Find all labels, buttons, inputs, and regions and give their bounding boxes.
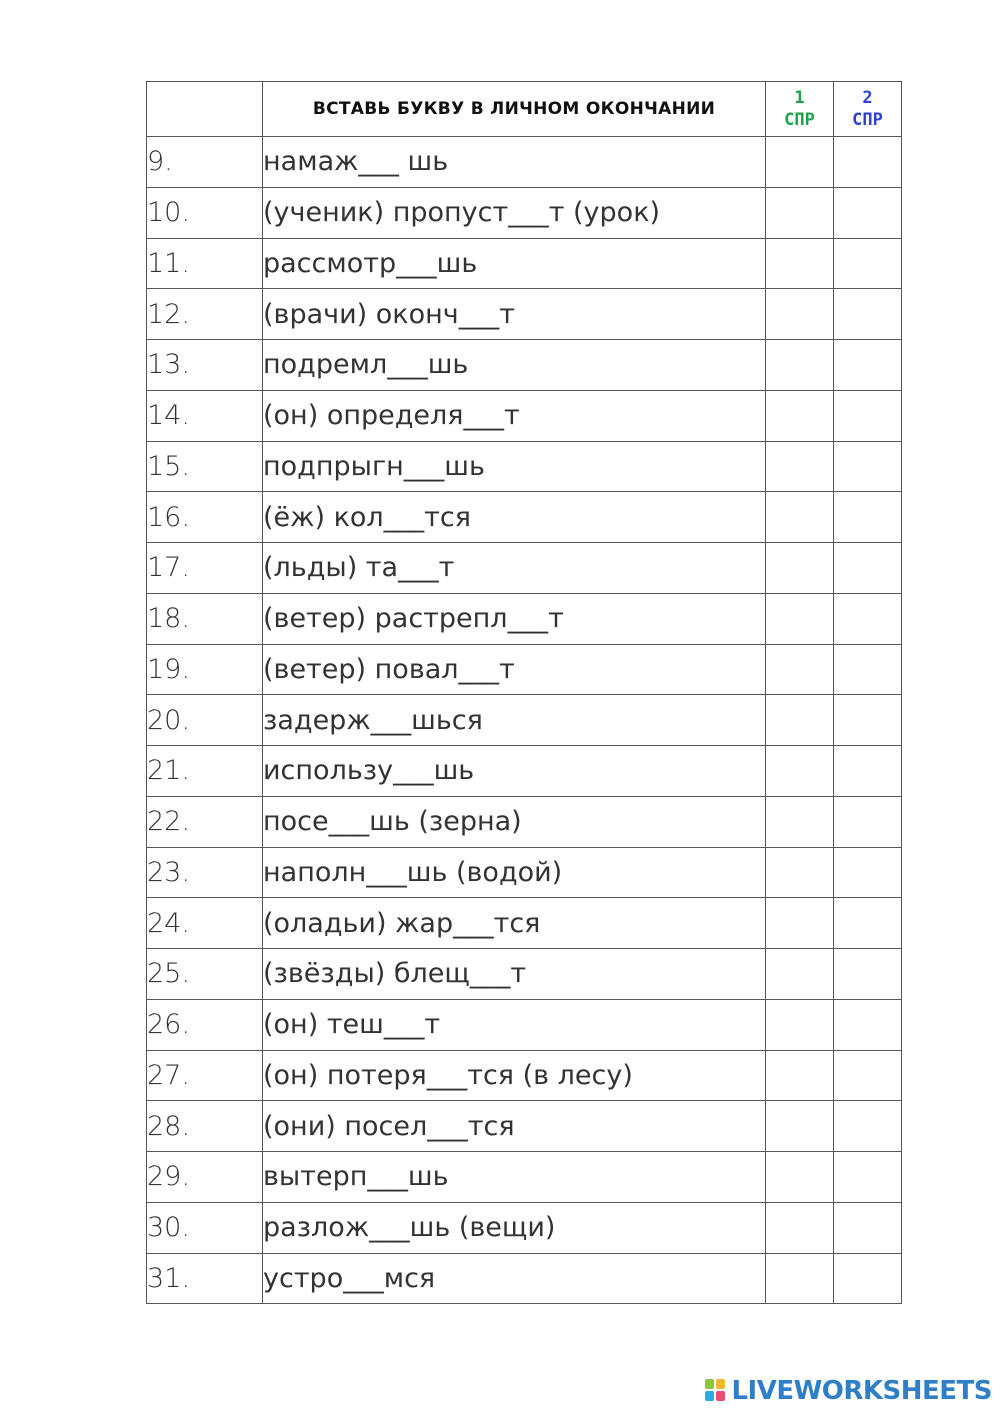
answer-cell-conjugation-1[interactable] [766,746,834,797]
table-row [147,898,902,949]
row-number: 16. [147,492,263,543]
liveworksheets-logo[interactable] [705,1377,992,1405]
answer-cell-conjugation-2[interactable] [834,390,902,441]
row-task-text: (ветер) повал___т [263,644,766,695]
row-number: 10. [147,187,263,238]
row-task-text: устро___мся [263,1253,766,1304]
row-task-text: (он) определя___т [263,390,766,441]
table-row [147,187,902,238]
answer-cell-conjugation-2[interactable] [834,695,902,746]
row-task-text: посе___шь (зерна) [263,796,766,847]
row-task-text: (ёж) кол___тся [263,492,766,543]
answer-cell-conjugation-1[interactable] [766,1101,834,1152]
row-number: 13. [147,340,263,391]
table-row [147,1152,902,1203]
header-conjugation-1 [766,82,834,137]
row-task-text: подремл___шь [263,340,766,391]
answer-cell-conjugation-1[interactable] [766,1050,834,1101]
row-task-text: намаж___ шь [263,137,766,188]
row-number: 26. [147,999,263,1050]
row-task-text: подпрыгн___шь [263,441,766,492]
table-row [147,1050,902,1101]
table-row [147,340,902,391]
table-row [147,695,902,746]
logo-text: LIVEWORKSHEETS [731,1376,992,1406]
table-row [147,238,902,289]
row-number: 22. [147,796,263,847]
row-number: 23. [147,847,263,898]
row-number: 11. [147,238,263,289]
answer-cell-conjugation-2[interactable] [834,137,902,188]
answer-cell-conjugation-2[interactable] [834,796,902,847]
answer-cell-conjugation-2[interactable] [834,847,902,898]
row-task-text: задерж___шься [263,695,766,746]
row-number: 9. [147,137,263,188]
table-row [147,441,902,492]
answer-cell-conjugation-2[interactable] [834,1152,902,1203]
answer-cell-conjugation-2[interactable] [834,746,902,797]
table-row [147,1253,902,1304]
answer-cell-conjugation-1[interactable] [766,187,834,238]
answer-cell-conjugation-1[interactable] [766,644,834,695]
header-conjugation-2 [834,82,902,137]
row-task-text: (звёзды) блещ___т [263,949,766,1000]
row-task-text: (он) потеря___тся (в лесу) [263,1050,766,1101]
answer-cell-conjugation-2[interactable] [834,441,902,492]
answer-cell-conjugation-1[interactable] [766,695,834,746]
answer-cell-conjugation-1[interactable] [766,137,834,188]
row-task-text: (льды) та___т [263,543,766,594]
row-task-text: (врачи) оконч___т [263,289,766,340]
answer-cell-conjugation-2[interactable] [834,898,902,949]
answer-cell-conjugation-1[interactable] [766,340,834,391]
table-row [147,796,902,847]
answer-cell-conjugation-1[interactable] [766,949,834,1000]
answer-cell-conjugation-1[interactable] [766,1152,834,1203]
answer-cell-conjugation-2[interactable] [834,340,902,391]
conjugation-2-number: 2 [862,88,873,108]
row-task-text: разлож___шь (вещи) [263,1202,766,1253]
answer-cell-conjugation-1[interactable] [766,543,834,594]
answer-cell-conjugation-2[interactable] [834,543,902,594]
row-task-text: использу___шь [263,746,766,797]
answer-cell-conjugation-2[interactable] [834,999,902,1050]
answer-cell-conjugation-2[interactable] [834,1202,902,1253]
table-row [147,746,902,797]
row-number: 31. [147,1253,263,1304]
row-task-text: (оладьи) жар___тся [263,898,766,949]
worksheet-table [146,81,902,1304]
answer-cell-conjugation-1[interactable] [766,898,834,949]
answer-cell-conjugation-1[interactable] [766,238,834,289]
row-task-text: рассмотр___шь [263,238,766,289]
row-number: 17. [147,543,263,594]
answer-cell-conjugation-1[interactable] [766,999,834,1050]
table-row [147,593,902,644]
answer-cell-conjugation-1[interactable] [766,390,834,441]
row-task-text: (ветер) растрепл___т [263,593,766,644]
table-row [147,1101,902,1152]
table-row [147,137,902,188]
row-number: 18. [147,593,263,644]
row-number: 14. [147,390,263,441]
row-number: 12. [147,289,263,340]
answer-cell-conjugation-2[interactable] [834,1101,902,1152]
answer-cell-conjugation-2[interactable] [834,949,902,1000]
task-rows [147,137,902,1304]
row-task-text: вытерп___шь [263,1152,766,1203]
table-row [147,543,902,594]
answer-cell-conjugation-2[interactable] [834,593,902,644]
row-task-text: (ученик) пропуст___т (урок) [263,187,766,238]
table-row [147,999,902,1050]
answer-cell-conjugation-2[interactable] [834,644,902,695]
header-row [147,82,902,137]
table-row [147,847,902,898]
table-row [147,492,902,543]
answer-cell-conjugation-1[interactable] [766,492,834,543]
answer-cell-conjugation-2[interactable] [834,492,902,543]
row-number: 20. [147,695,263,746]
table-row [147,644,902,695]
row-number: 30. [147,1202,263,1253]
row-number: 29. [147,1152,263,1203]
table-row [147,1202,902,1253]
conjugation-2-label: СПР [852,110,883,130]
row-task-text: (они) посел___тся [263,1101,766,1152]
row-number: 24. [147,898,263,949]
row-task-text: (он) теш___т [263,999,766,1050]
row-number: 28. [147,1101,263,1152]
answer-cell-conjugation-1[interactable] [766,593,834,644]
answer-cell-conjugation-1[interactable] [766,1202,834,1253]
row-number: 21. [147,746,263,797]
conjugation-1-label: СПР [784,110,815,130]
row-number: 19. [147,644,263,695]
answer-cell-conjugation-2[interactable] [834,187,902,238]
row-number: 15. [147,441,263,492]
liveworksheets-logo-icon [705,1379,727,1403]
answer-cell-conjugation-1[interactable] [766,1253,834,1304]
answer-cell-conjugation-2[interactable] [834,238,902,289]
table-row [147,390,902,441]
table-row [147,289,902,340]
answer-cell-conjugation-1[interactable] [766,796,834,847]
row-task-text: наполн___шь (водой) [263,847,766,898]
table-row [147,949,902,1000]
row-number: 27. [147,1050,263,1101]
header-title: ВСТАВЬ БУКВУ В ЛИЧНОМ ОКОНЧАНИИ [263,82,766,137]
answer-cell-conjugation-1[interactable] [766,289,834,340]
row-number: 25. [147,949,263,1000]
answer-cell-conjugation-1[interactable] [766,847,834,898]
answer-cell-conjugation-2[interactable] [834,289,902,340]
header-empty-cell [147,82,263,137]
answer-cell-conjugation-2[interactable] [834,1253,902,1304]
answer-cell-conjugation-2[interactable] [834,1050,902,1101]
conjugation-1-number: 1 [794,88,805,108]
answer-cell-conjugation-1[interactable] [766,441,834,492]
